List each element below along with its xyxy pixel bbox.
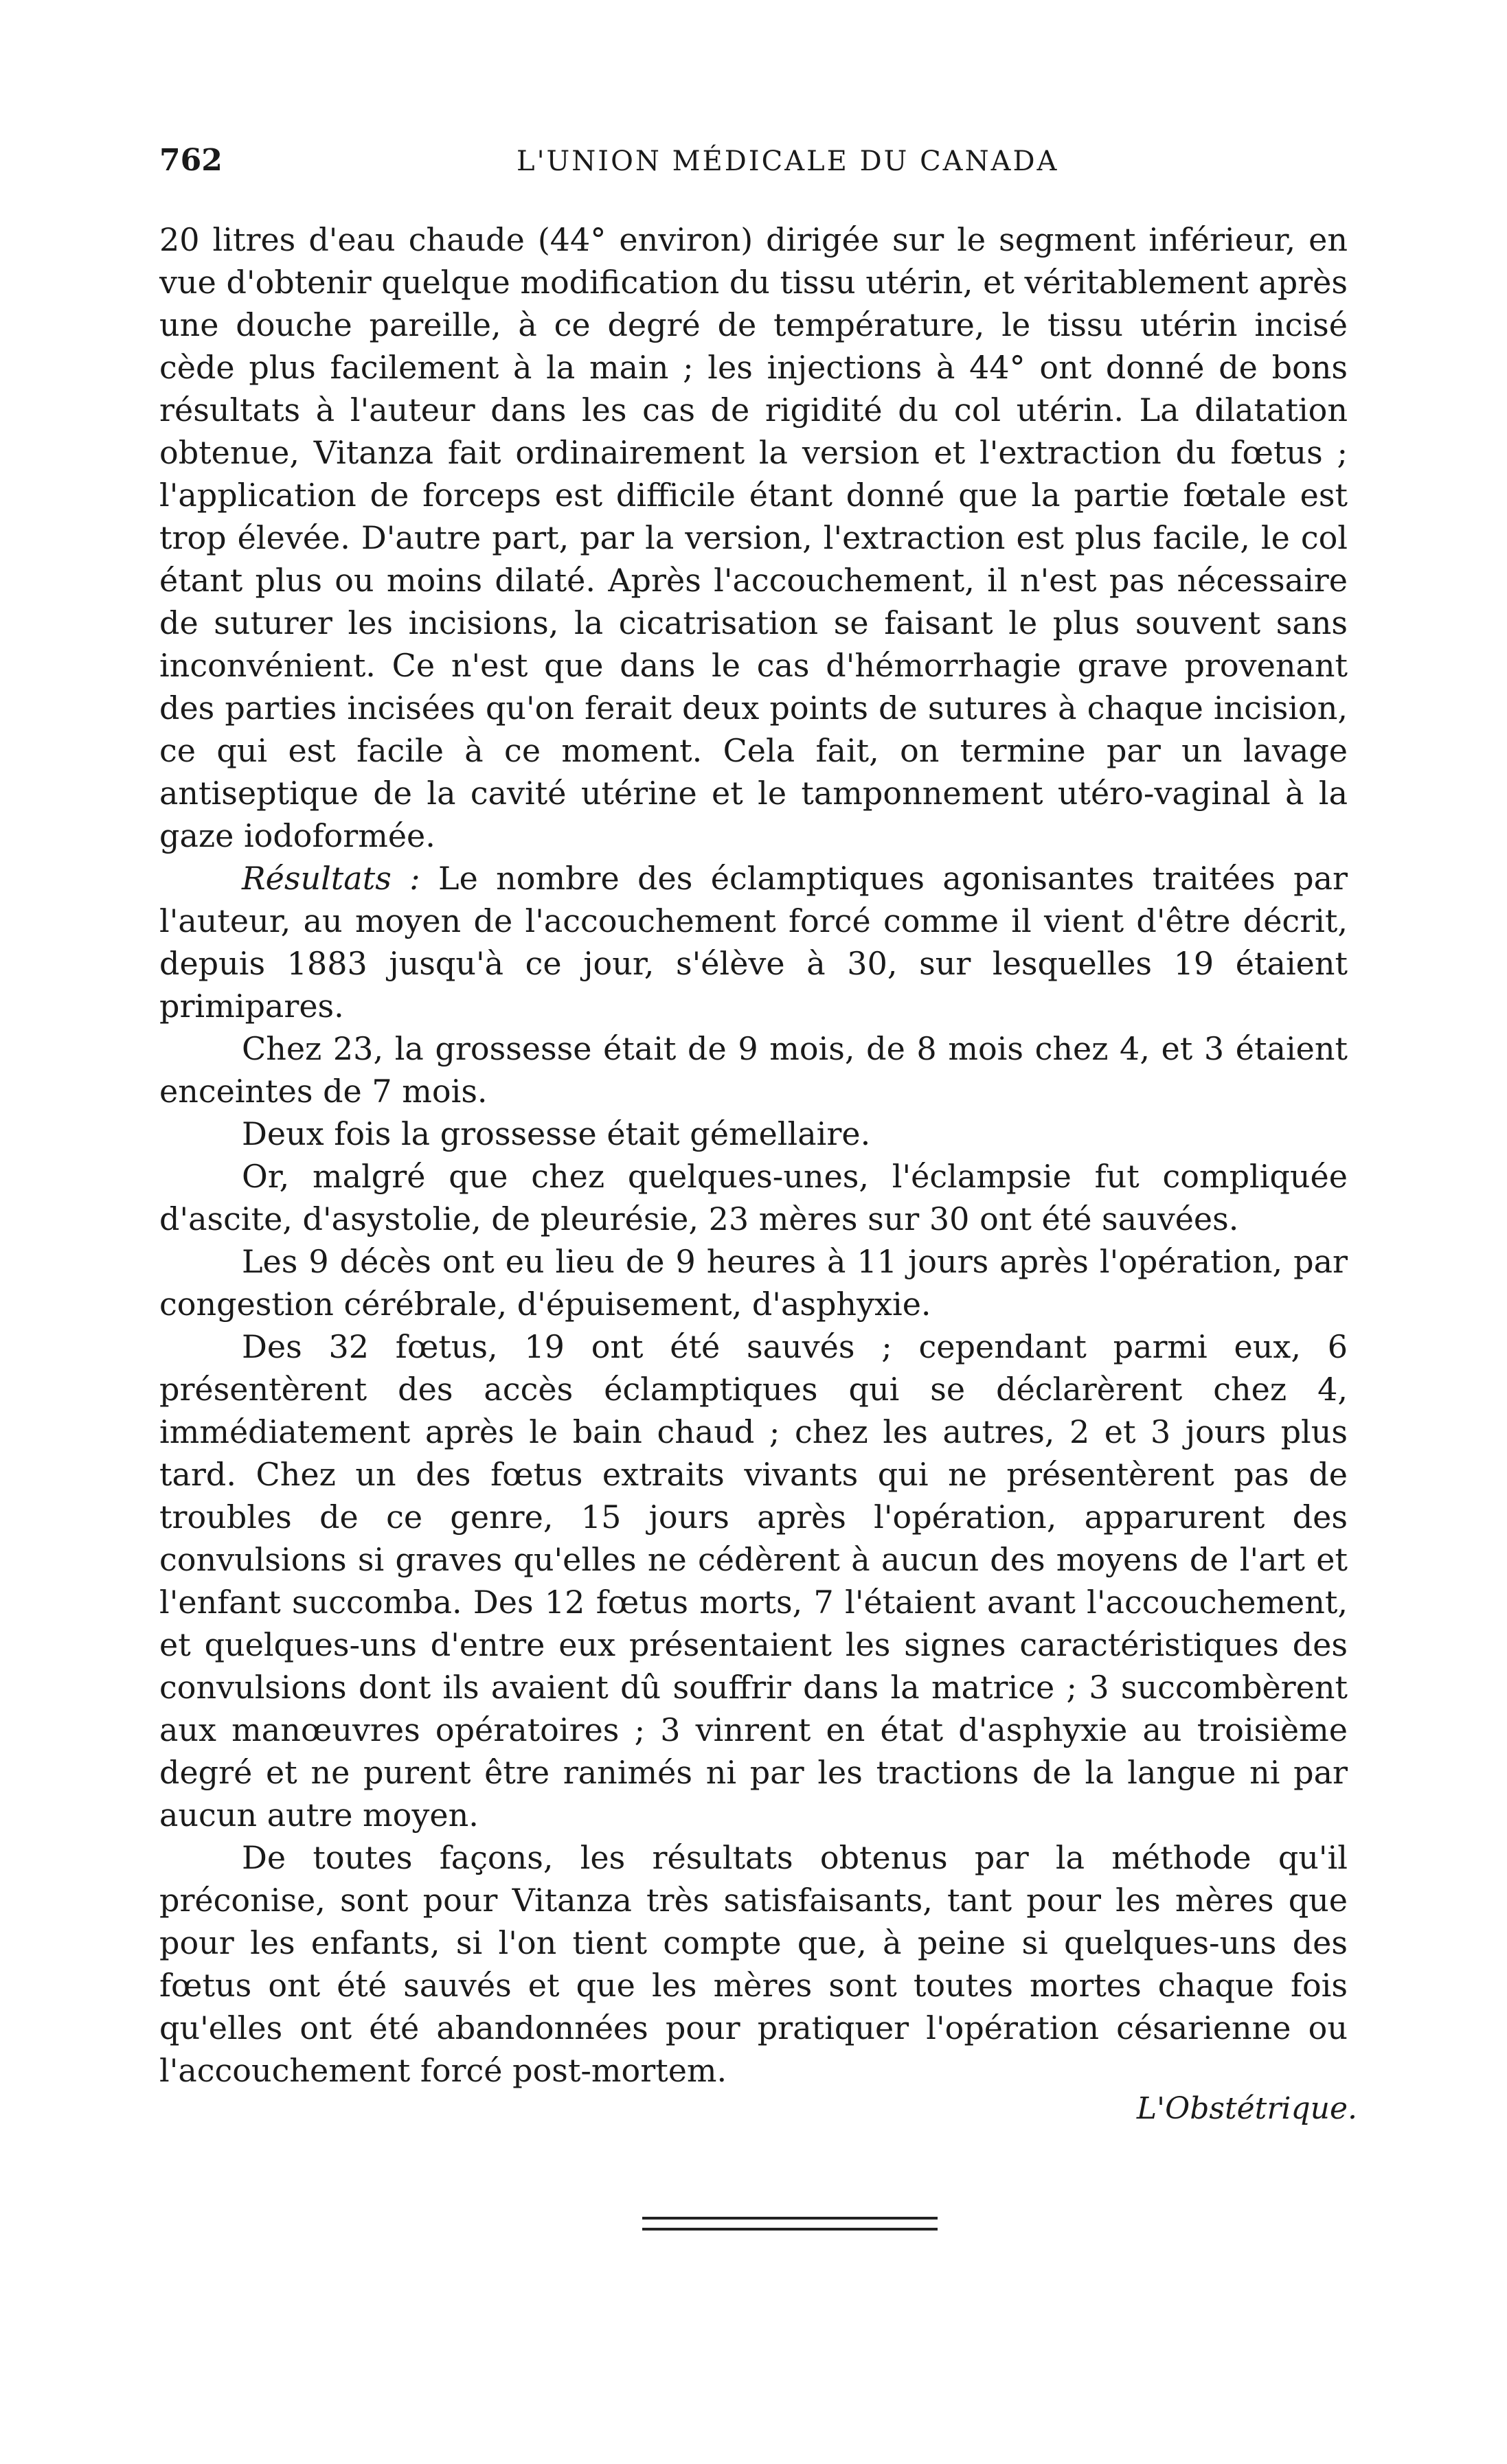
paragraph <box>159 1836 1348 2092</box>
paragraph-text: Les 9 décès ont eu lieu de 9 heures à 11 jours après l'opération, par congestion cérébrale, d'épuisement, d'asphyxie. <box>159 1243 1348 1323</box>
article-body <box>159 218 1348 2092</box>
paragraph <box>159 1113 1348 1155</box>
paragraph-lead: Résultats : <box>242 860 420 897</box>
paragraph-text: Le nombre des éclamptiques agonisantes traitées par l'auteur, au moyen de l'accouchement forcé comme il vient d'être décrit, depuis 1883 jusqu'à ce jour, s'élève à 30, sur lesquelles 19 étaient primipares. <box>159 860 1348 1025</box>
paragraph-text: De toutes façons, les résultats obtenus par la méthode qu'il préconise, sont pour Vitanza très satisfaisants, tant pour les mères que pour les enfants, si l'on tient compte que, à peine si quelques-uns des fœtus ont été sauvés et que les mères sont toutes mortes chaque fois qu'elles ont été abandonnées pour pratiquer l'opération césarienne ou l'accouchement forcé post-mortem. <box>159 1839 1348 2089</box>
paragraph <box>159 218 1348 857</box>
paragraph-text: Chez 23, la grossesse était de 9 mois, de 8 mois chez 4, et 3 étaient enceintes de 7 mois. <box>159 1030 1348 1110</box>
paragraph-text: Or, malgré que chez quelques-unes, l'éclampsie fut compliquée d'ascite, d'asystolie, de pleurésie, 23 mères sur 30 ont été sauvées. <box>159 1158 1348 1237</box>
paragraph <box>159 1155 1348 1240</box>
paragraph-text: 20 litres d'eau chaude (44° environ) dirigée sur le segment inférieur, en vue d'obtenir quelque modification du tissu utérin, et véritablement après une douche pareille, à ce degré de température, le tissu utérin incisé cède plus facilement à la main ; les injections à 44° ont donné de bons résultats à l'auteur dans les cas de rigidité du col utérin. La dilatation obtenue, Vitanza fait ordinairement la version et l'extraction du fœtus ; l'application de forceps est difficile étant donné que la partie fœtale est trop élevée. D'autre part, par la version, l'extraction est plus facile, le col étant plus ou moins dilaté. Après l'accouchement, il n'est pas nécessaire de suturer les incisions, la cicatrisation se faisant le plus souvent sans inconvénient. Ce n'est que dans le cas d'hémorrhagie grave provenant des parties incisées qu'on ferait deux points de sutures à chaque incision, ce qui est facile à ce moment. Cela fait, on termine par un lavage antiseptique de la cavité utérine et le tamponnement utéro-vaginal à la gaze iodoformée. <box>159 221 1348 854</box>
paragraph <box>159 857 1348 1027</box>
section-divider-bottom <box>642 2228 938 2231</box>
page-number: 762 <box>159 143 223 178</box>
paragraph <box>159 1325 1348 1836</box>
paragraph <box>159 1240 1348 1325</box>
paragraph <box>159 1027 1348 1113</box>
paragraph-text: Des 32 fœtus, 19 ont été sauvés ; cependant parmi eux, 6 présentèrent des accès éclamptiques qui se déclarèrent chez 4, immédiatement après le bain chaud ; chez les autres, 2 et 3 jours plus tard. Chez un des fœtus extraits vivants qui ne présentèrent pas de troubles de ce genre, 15 jours après l'opération, apparurent des convulsions si graves qu'elles ne cédèrent à aucun des moyens de l'art et l'enfant succomba. Des 12 fœtus morts, 7 l'étaient avant l'accouchement, et quelques-uns d'entre eux présentaient les signes caractéristiques des convulsions dont ils avaient dû souffrir dans la matrice ; 3 succombèrent aux manœuvres opératoires ; 3 vinrent en état d'asphyxie au troisième degré et ne purent être ranimés ni par les tractions de la langue ni par aucun autre moyen. <box>159 1328 1348 1834</box>
page-header <box>159 143 1348 184</box>
paragraph-text: Deux fois la grossesse était gémellaire. <box>242 1115 871 1152</box>
running-head: L'UNION MÉDICALE DU CANADA <box>517 146 1059 177</box>
section-divider-top <box>642 2217 938 2220</box>
source-signature: L'Obstétrique. <box>1136 2091 1357 2126</box>
